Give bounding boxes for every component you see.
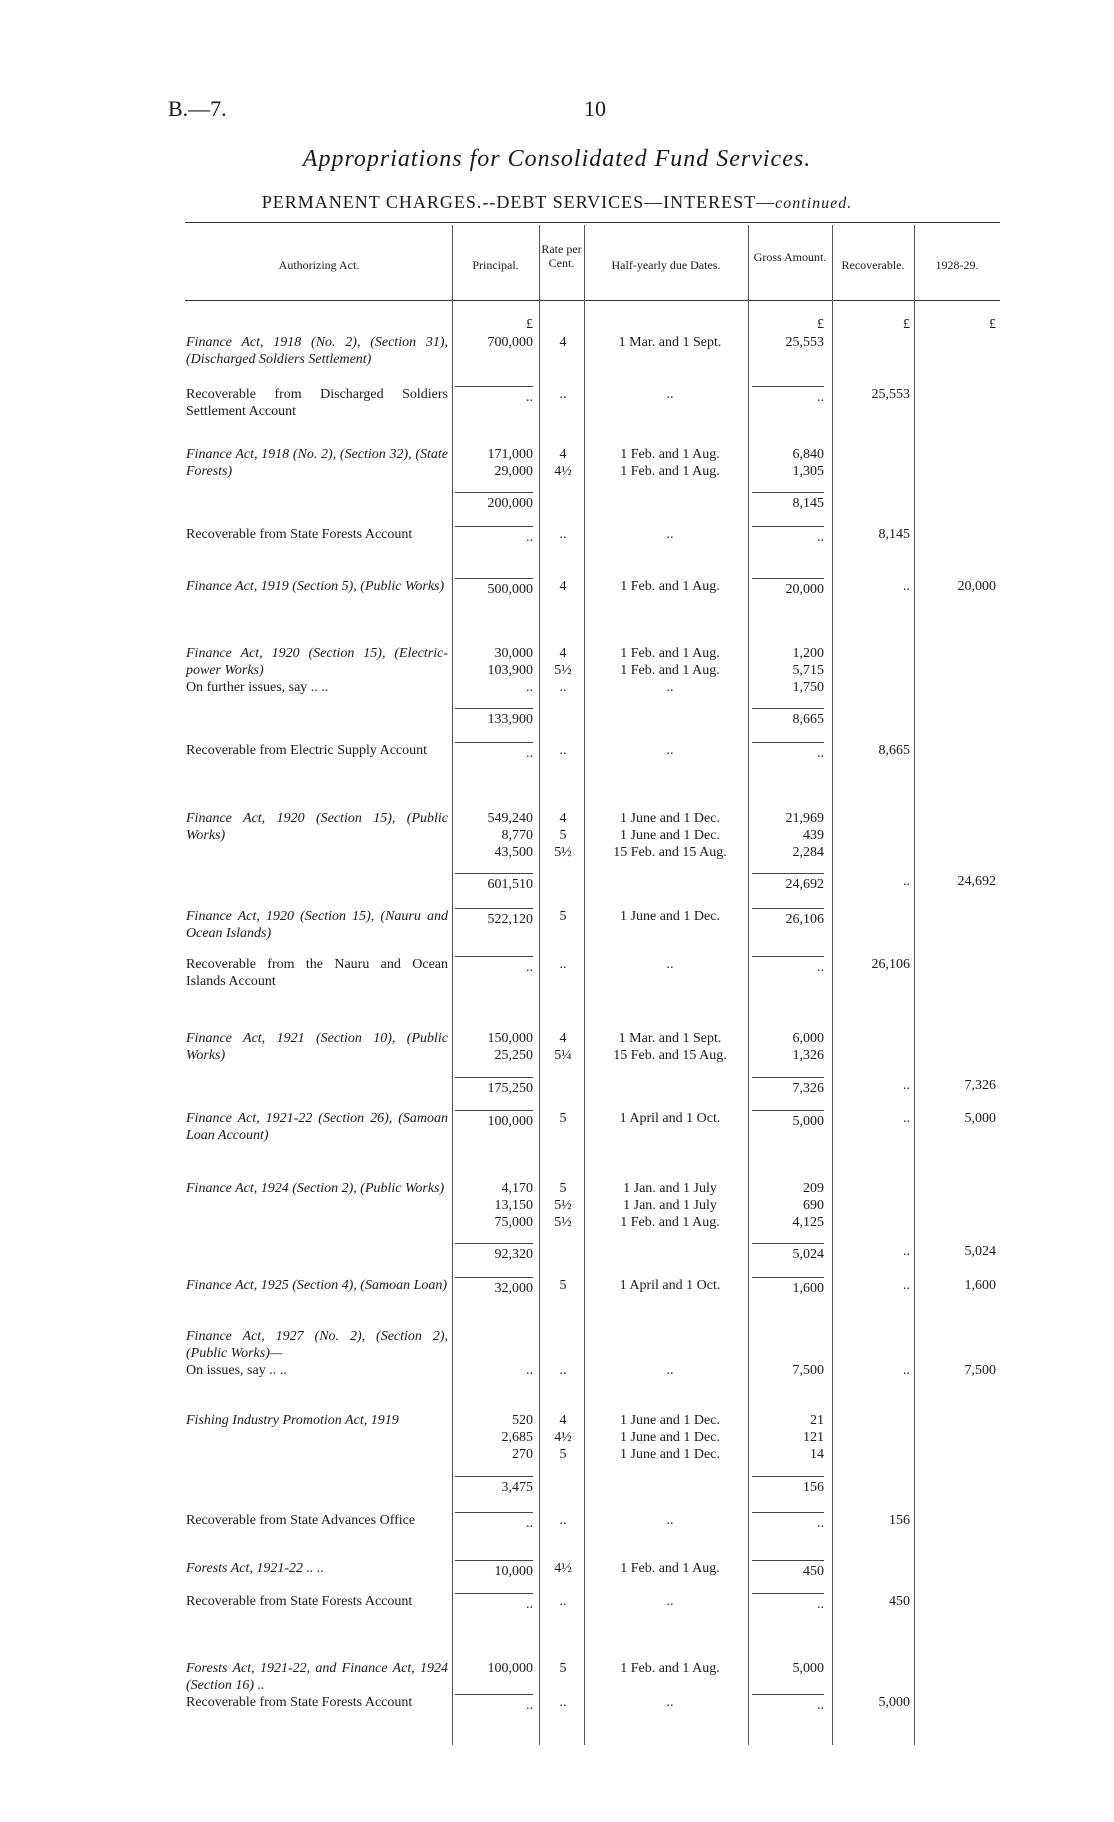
rate-cell: 4 [559,1031,567,1046]
gross-cell: 1,600 [752,1277,824,1297]
rate-cell: 5½ [554,1215,572,1230]
col-header-principal: Principal. [472,258,519,272]
principal-cell: 43,500 [494,845,533,860]
dates-cell: 1 Mar. and 1 Sept. [618,335,722,350]
year-cell: 7,326 [964,1078,996,1093]
rate-cell: 4 [559,646,567,661]
act-cell: Finance Act, 1924 (Section 2), (Public Works) [186,1181,445,1196]
rate-cell: 5 [559,828,567,843]
dates-cell: 1 Jan. and 1 July [623,1181,717,1196]
rate-cell: 5½ [554,663,572,678]
gross-cell: 6,840 [792,447,824,462]
rate-cell: 5 [559,1447,567,1462]
act-cell: Finance Act, 1925 (Section 4), (Samoan Loan) [186,1278,448,1293]
col-header-recoverable: Recoverable. [841,258,905,272]
act-cell: Finance Act, 1921 (Section 10), (Public Works) [186,1031,448,1063]
gross-cell: 4,125 [792,1215,824,1230]
dates-cell: .. [666,1594,674,1609]
year-cell: 7,500 [964,1363,996,1378]
principal-cell: 270 [512,1447,533,1462]
column-divider [584,225,585,1745]
gross-cell: 209 [803,1181,824,1196]
recoverable-cell: .. [903,874,910,889]
gross-cell: 25,553 [785,335,824,350]
dates-cell: 1 June and 1 Dec. [620,828,720,843]
gross-cell: 14 [810,1447,824,1462]
principal-cell: .. [455,1694,533,1714]
act-cell: Finance Act, 1918 (No. 2), (Section 32), (State Forests) [186,447,448,479]
principal-subtotal: 175,250 [455,1077,533,1097]
dates-cell: 1 April and 1 Oct. [619,1278,721,1293]
dates-cell: 1 April and 1 Oct. [619,1111,721,1126]
gross-cell: 5,000 [752,1110,824,1130]
principal-cell: 549,240 [487,811,533,826]
rate-cell: 4 [559,579,567,594]
gross-cell: 6,000 [792,1031,824,1046]
recoverable-cell: .. [903,1111,910,1126]
act-cell: Recoverable from State Forests Account [186,1594,413,1609]
act-cell: Recoverable from the Nauru and Ocean Islands Account [186,957,448,989]
gross-subtotal: 8,145 [752,492,824,512]
principal-cell: 13,150 [494,1198,533,1213]
col-header-year: 1928-29. [935,258,979,272]
dates-cell: 1 June and 1 Dec. [620,1413,720,1428]
dates-cell: .. [666,527,674,542]
gross-subtotal: 8,665 [752,708,824,728]
gross-subtotal: 7,326 [752,1077,824,1097]
recoverable-cell: 8,145 [878,527,910,542]
col-header-gross: Gross Amount. [753,250,827,264]
dates-cell: 1 Feb. and 1 Aug. [620,663,720,678]
principal-cell: .. [455,526,533,546]
principal-cell: 4,170 [501,1181,533,1196]
year-cell: 24,692 [957,874,996,889]
column-divider [914,225,915,1745]
dates-cell: 1 Feb. and 1 Aug. [620,464,720,479]
principal-cell: 100,000 [487,1661,533,1676]
col-header-act: Authorizing Act. [278,258,360,272]
gross-cell: 20,000 [752,578,824,598]
recoverable-cell: .. [903,1078,910,1093]
document-reference: B.—7. [168,96,227,121]
act-cell: Recoverable from State Forests Account [186,527,413,542]
gross-cell: 21 [810,1413,824,1428]
gross-cell: 2,284 [792,845,824,860]
gross-cell: 1,326 [792,1048,824,1063]
recoverable-cell: 5,000 [878,1695,910,1710]
act-cell: On issues, say .. .. [186,1363,287,1378]
rate-cell: 5 [559,1181,567,1196]
gross-cell: 7,500 [792,1363,824,1378]
dates-cell: 1 Feb. and 1 Aug. [620,579,720,594]
principal-cell: .. [455,1512,533,1532]
rate-cell: 5 [559,1278,567,1293]
principal-cell: 75,000 [494,1215,533,1230]
rate-cell: 4½ [554,464,572,479]
dates-cell: 1 June and 1 Dec. [620,1430,720,1445]
gross-subtotal: 156 [752,1476,824,1496]
gross-cell: .. [752,1512,824,1532]
principal-cell: 150,000 [487,1031,533,1046]
dates-cell: 1 Feb. and 1 Aug. [620,447,720,462]
rate-cell: 4 [559,811,567,826]
principal-cell: 171,000 [487,447,533,462]
principal-cell: 29,000 [494,464,533,479]
gross-cell: 5,715 [792,663,824,678]
principal-cell: .. [455,742,533,762]
rate-cell: 4½ [554,1561,572,1576]
gross-cell: .. [752,1694,824,1714]
dates-cell: 1 June and 1 Dec. [620,1447,720,1462]
act-cell: Recoverable from Electric Supply Account [186,743,428,758]
gross-cell: 690 [803,1198,824,1213]
rate-cell: .. [559,1363,567,1378]
gross-cell: .. [752,742,824,762]
gross-cell: 26,106 [752,908,824,928]
principal-cell: 522,120 [455,908,533,928]
gross-cell: .. [752,386,824,406]
principal-cell: .. [455,386,533,406]
rate-cell: 5¼ [554,1048,572,1063]
act-cell: Finance Act, 1918 (No. 2), (Section 31), (Discharged Soldiers Settlement) [186,335,448,367]
act-cell: Recoverable from State Forests Account [186,1695,413,1710]
page-title: Appropriations for Consolidated Fund Services. [302,146,812,172]
principal-subtotal: 200,000 [455,492,533,512]
rate-cell: 4 [559,447,567,462]
col-header-dates: Half-yearly due Dates. [611,258,721,272]
subtitle-continued: continued. [775,195,853,212]
rate-cell: 5 [559,1661,567,1676]
column-divider [539,225,540,1745]
principal-cell: 103,900 [487,663,533,678]
table-header-rule [185,300,1000,301]
dates-cell: 15 Feb. and 15 Aug. [613,845,727,860]
dates-cell: 1 June and 1 Dec. [620,811,720,826]
dates-cell: .. [666,1363,674,1378]
gross-cell: 1,200 [792,646,824,661]
gross-subtotal: 24,692 [752,873,824,893]
gross-cell: .. [752,956,824,976]
rate-cell: 5½ [554,845,572,860]
gross-cell: 1,305 [792,464,824,479]
col-header-rate: Rate per Cent. [541,242,582,270]
recoverable-cell: .. [903,1363,910,1378]
act-cell: Finance Act, 1927 (No. 2), (Section 2), (Public Works)— [186,1329,448,1361]
act-cell: Recoverable from Discharged Soldiers Settlement Account [186,387,448,419]
dates-cell: 1 Feb. and 1 Aug. [620,646,720,661]
act-cell: Finance Act, 1920 (Section 15), (Electric-power Works) [186,646,448,678]
dates-cell: 1 Feb. and 1 Aug. [620,1561,720,1576]
dates-cell: .. [666,680,674,695]
dates-cell: .. [666,1513,674,1528]
table-top-rule [185,222,1000,223]
act-cell: Finance Act, 1921-22 (Section 26), (Samoan Loan Account) [186,1111,448,1143]
rate-cell: .. [559,1513,567,1528]
year-cell: 1,600 [964,1278,996,1293]
act-cell: Recoverable from State Advances Office [186,1513,416,1528]
rate-cell: 4 [559,1413,567,1428]
recoverable-cell: 450 [889,1594,910,1609]
act-cell: Finance Act, 1920 (Section 15), (Nauru and Ocean Islands) [186,909,448,941]
principal-cell: 32,000 [455,1277,533,1297]
principal-cell: 30,000 [494,646,533,661]
dates-cell: 1 Jan. and 1 July [623,1198,717,1213]
principal-cell: .. [455,956,533,976]
principal-cell: 10,000 [455,1560,533,1580]
dates-cell: .. [666,1695,674,1710]
rate-cell: .. [559,387,567,402]
page-subtitle [0,192,1114,213]
principal-cell: 700,000 [487,335,533,350]
dates-cell: .. [666,743,674,758]
principal-cell: .. [455,1593,533,1613]
principal-subtotal: 3,475 [455,1476,533,1496]
principal-cell: .. [526,1363,533,1378]
year-cell: 5,000 [964,1111,996,1126]
rate-cell: .. [559,1695,567,1710]
column-divider [832,225,833,1745]
dates-cell: 15 Feb. and 15 Aug. [613,1048,727,1063]
principal-cell: 500,000 [455,578,533,598]
recoverable-cell: 25,553 [871,387,910,402]
currency-gross: £ [817,317,824,332]
gross-cell: 5,000 [792,1661,824,1676]
dates-cell: 1 June and 1 Dec. [620,909,720,924]
principal-cell: .. [526,680,533,695]
rate-cell: 5½ [554,1198,572,1213]
dates-cell: 1 Feb. and 1 Aug. [620,1661,720,1676]
recoverable-cell: 8,665 [878,743,910,758]
principal-cell: 25,250 [494,1048,533,1063]
gross-subtotal: 5,024 [752,1243,824,1263]
principal-subtotal: 92,320 [455,1243,533,1263]
principal-subtotal: 133,900 [455,708,533,728]
gross-cell: 1,750 [792,680,824,695]
gross-cell: 21,969 [785,811,824,826]
page-number: 10 [584,96,606,121]
dates-cell: 1 Feb. and 1 Aug. [620,1215,720,1230]
gross-cell: 450 [752,1560,824,1580]
principal-cell: 8,770 [501,828,533,843]
recoverable-cell: .. [903,1278,910,1293]
rate-cell: .. [559,743,567,758]
rate-cell: 4½ [554,1430,572,1445]
year-cell: 5,024 [964,1244,996,1259]
act-cell: On further issues, say .. .. [186,680,329,695]
principal-cell: 2,685 [501,1430,533,1445]
act-cell: Finance Act, 1920 (Section 15), (Public Works) [186,811,448,843]
gross-cell: 121 [803,1430,824,1445]
rate-cell: 5 [559,909,567,924]
currency-principal: £ [526,317,533,332]
gross-cell: .. [752,1593,824,1613]
principal-subtotal: 601,510 [455,873,533,893]
recoverable-cell: 26,106 [871,957,910,972]
dates-cell: .. [666,387,674,402]
dates-cell: .. [666,957,674,972]
rate-cell: .. [559,1594,567,1609]
act-cell: Forests Act, 1921-22 .. .. [186,1561,325,1576]
recoverable-cell: 156 [889,1513,910,1528]
gross-cell: .. [752,526,824,546]
currency-year: £ [989,317,996,332]
recoverable-cell: .. [903,579,910,594]
subtitle-main: PERMANENT CHARGES.--DEBT SERVICES—INTEREST— [261,192,776,212]
act-cell: Fishing Industry Promotion Act, 1919 [186,1413,399,1428]
act-cell: Forests Act, 1921-22, and Finance Act, 1924 (Section 16) .. [186,1661,448,1693]
rate-cell: .. [559,680,567,695]
rate-cell: .. [559,957,567,972]
act-cell: Finance Act, 1919 (Section 5), (Public Works) [186,579,445,594]
gross-cell: 439 [803,828,824,843]
principal-cell: 520 [512,1413,533,1428]
dates-cell: 1 Mar. and 1 Sept. [618,1031,722,1046]
recoverable-cell: .. [903,1244,910,1259]
principal-cell: 100,000 [455,1110,533,1130]
year-cell: 20,000 [957,579,996,594]
column-divider [452,225,453,1745]
rate-cell: 5 [559,1111,567,1126]
rate-cell: 4 [559,335,567,350]
rate-cell: .. [559,527,567,542]
currency-recoverable: £ [903,317,910,332]
